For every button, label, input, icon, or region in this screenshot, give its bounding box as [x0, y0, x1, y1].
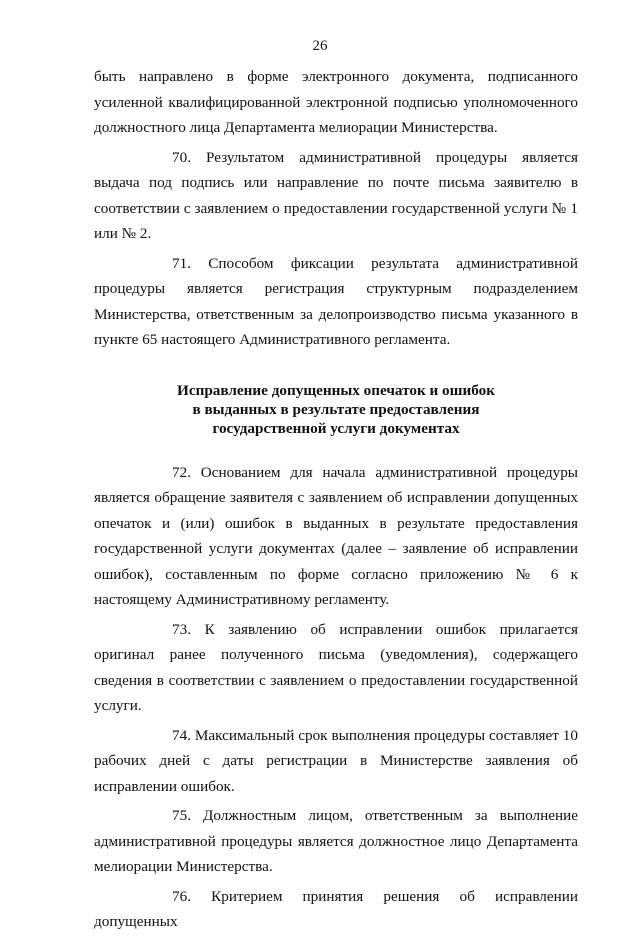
paragraph-text: Должностным лицом, ответственным за выполнение административной процедуры является должностное лицо Департамента мелиорации Министерства.: [94, 807, 579, 875]
paragraph-number: 74.: [172, 726, 191, 744]
paragraph-74: [94, 723, 578, 800]
paragraph-71: [94, 251, 578, 353]
paragraph-75: [94, 803, 578, 880]
paragraph-text: Критерием принятия решения об исправлении допущенных: [94, 887, 579, 930]
paragraph-text: быть направлено в форме электронного документа, подписанного усиленной квалифицированной электронной подписью уполномоченного должностного лица Департамента мелиорации Министерства.: [94, 68, 578, 136]
heading-line: государственной услуги документах: [212, 419, 460, 437]
paragraph-number: 71.: [172, 254, 191, 272]
paragraph-continuation: [94, 64, 578, 141]
paragraph-76: [94, 884, 578, 935]
heading-line: в выданных в результате предоставления: [192, 400, 480, 418]
paragraph-73: [94, 617, 578, 719]
paragraph-text: Основанием для начала административной процедуры является обращение заявителя с заявлением об исправлении допущенных опечаток и (или) ошибок в выданных в результате предоставления государственной услуги документах (далее – заявление об исправлении ошибок), составленным по форме согласно приложению № 6 к настоящему Административному регламенту.: [94, 463, 578, 608]
paragraph-text: Способом фиксации результата административной процедуры является регистрация структурным подразделением Министерства, ответственным за делопроизводство письма указанного в пункте 65 настоящего Административного регламента.: [94, 254, 578, 348]
paragraph-number: 70.: [172, 148, 191, 166]
heading-line: Исправление допущенных опечаток и ошибок: [177, 381, 495, 399]
paragraph-number: 75.: [172, 807, 191, 824]
paragraph-72: [94, 460, 578, 613]
paragraph-number: 73.: [172, 620, 191, 638]
page-number: 26: [312, 38, 328, 54]
paragraph-text: Результатом административной процедуры является выдача под подпись или направление по почте письма заявителю в соответствии с заявлением о предоставлении государственной услуги № 1 или № 2.: [94, 148, 578, 242]
paragraph-number: 72.: [172, 463, 191, 481]
paragraph-number: 76.: [172, 887, 191, 905]
paragraph-text: Максимальный срок выполнения процедуры составляет 10 рабочих дней с даты регистрации в Министерстве заявления об исправлении ошибок.: [94, 726, 578, 795]
paragraph-text: К заявлению об исправлении ошибок прилагается оригинал ранее полученного письма (уведомления), содержащего сведения в соответствии с заявлением о предоставлении государственной услуги.: [94, 620, 579, 714]
paragraph-70: [94, 145, 578, 247]
document-body: [94, 64, 578, 939]
section-heading: [94, 381, 578, 438]
